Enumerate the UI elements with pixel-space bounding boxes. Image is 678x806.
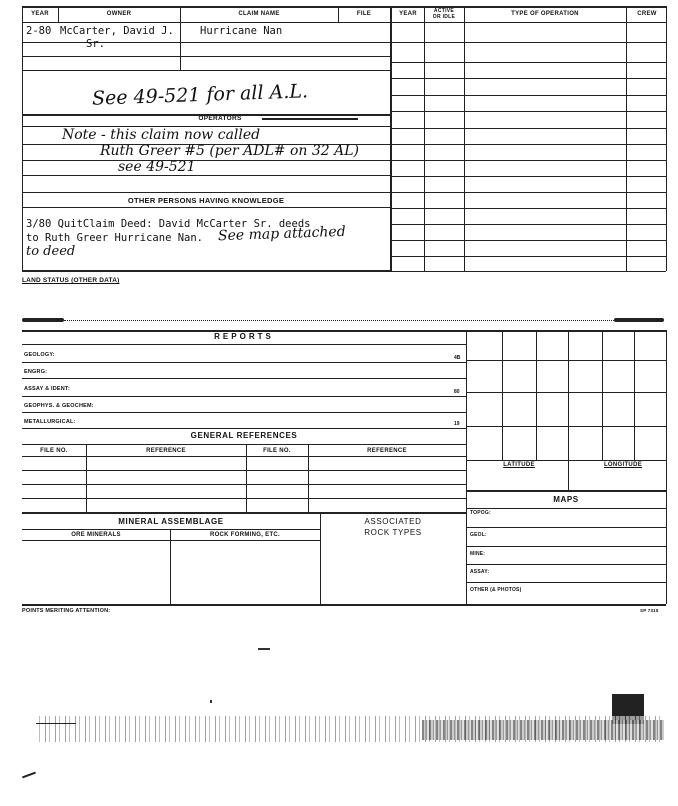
- report-label-assay: ASSAY & IDENT:: [24, 386, 70, 392]
- quitclaim-handwritten-1: See map attached: [217, 223, 346, 245]
- quitclaim-handwritten-2: to deed: [26, 244, 76, 259]
- ink-mark-left: [22, 318, 64, 322]
- rock-forming-header: ROCK FORMING, ETC.: [209, 532, 281, 538]
- report-label-geology: GEOLOGY:: [24, 352, 55, 358]
- mineral-assemblage-title: MINERAL ASSEMBLAGE: [118, 517, 224, 526]
- note-line-2: Ruth Greer #5 (per ADL# on 32 AL): [100, 143, 360, 159]
- associated-rock-types-line2: ROCK TYPES: [364, 528, 422, 537]
- reports-title: REPORTS: [214, 332, 274, 341]
- maps-topog-label: TOPOG:: [470, 510, 491, 516]
- header-year-2: YEAR: [399, 11, 417, 17]
- header-crew: CREW: [637, 11, 657, 17]
- maps-title: MAPS: [553, 495, 579, 504]
- maps-assay-label: ASSAY:: [470, 569, 490, 575]
- latitude-label: LATITUDE: [503, 462, 535, 468]
- quitclaim-line-2: to Ruth Greer Hurricane Nan.: [26, 232, 204, 244]
- report-num-metallurgical: 19: [454, 421, 460, 427]
- form-code: SP 7315: [640, 608, 659, 613]
- maps-geol-label: GEOL:: [470, 532, 487, 538]
- header-file: FILE: [356, 11, 372, 17]
- maps-other-label: OTHER (& PHOTOS): [470, 587, 522, 593]
- scan-corner-mark: [22, 772, 36, 779]
- report-num-geology: 4B: [454, 355, 461, 361]
- note-line-1: Note - this claim now called: [62, 127, 261, 143]
- row-owner-cont: Sr.: [86, 38, 105, 50]
- gr-header-ref-2: REFERENCE: [367, 448, 407, 454]
- points-meriting-attention-label: POINTS MERITING ATTENTION:: [22, 608, 111, 614]
- handwritten-see-note: See 49-521 for all A.L.: [91, 80, 309, 110]
- land-status-label: LAND STATUS (OTHER DATA): [22, 277, 120, 284]
- row-claim-name: Hurricane Nan: [200, 25, 283, 37]
- report-num-assay: 80: [454, 389, 460, 395]
- scan-dash-mark: [258, 648, 270, 650]
- row-year: 2-80: [26, 25, 52, 37]
- report-label-geophys: GEOPHYS. & GEOCHEM:: [24, 403, 94, 409]
- report-label-engrg: ENGRG:: [24, 369, 48, 375]
- general-references-title: GENERAL REFERENCES: [190, 431, 298, 440]
- ore-minerals-header: ORE MINERALS: [71, 532, 121, 538]
- maps-mine-label: MINE:: [470, 551, 486, 557]
- gr-header-file-2: FILE NO.: [263, 448, 291, 454]
- quitclaim-line-1: 3/80 QuitClaim Deed: David McCarter Sr. deeds: [26, 218, 311, 230]
- other-persons-header: OTHER PERSONS HAVING KNOWLEDGE: [127, 196, 285, 205]
- longitude-label: LONGITUDE: [603, 462, 643, 468]
- header-year: YEAR: [31, 11, 49, 17]
- report-label-metallurgical: METALLURGICAL:: [24, 419, 76, 425]
- scan-noise-dark: [422, 720, 664, 740]
- associated-rock-types-line1: ASSOCIATED: [364, 517, 422, 526]
- header-type-of-operation: TYPE OF OPERATION: [511, 11, 579, 17]
- row-owner: McCarter, David J.: [60, 25, 174, 37]
- header-owner: OWNER: [106, 11, 132, 17]
- gr-header-ref-1: REFERENCE: [146, 448, 186, 454]
- header-claim-name: CLAIM NAME: [238, 11, 280, 17]
- ink-mark-right: [614, 318, 664, 322]
- note-line-3: see 49-521: [118, 159, 196, 175]
- scan-dot-mark: [210, 700, 212, 703]
- scan-edge-line-left: [36, 723, 76, 724]
- header-active: ACTIVE: [433, 8, 455, 14]
- operators-header: OPERATORS: [198, 115, 242, 122]
- gr-header-file-1: FILE NO.: [40, 448, 68, 454]
- header-active-2: OR IDLE: [432, 14, 456, 20]
